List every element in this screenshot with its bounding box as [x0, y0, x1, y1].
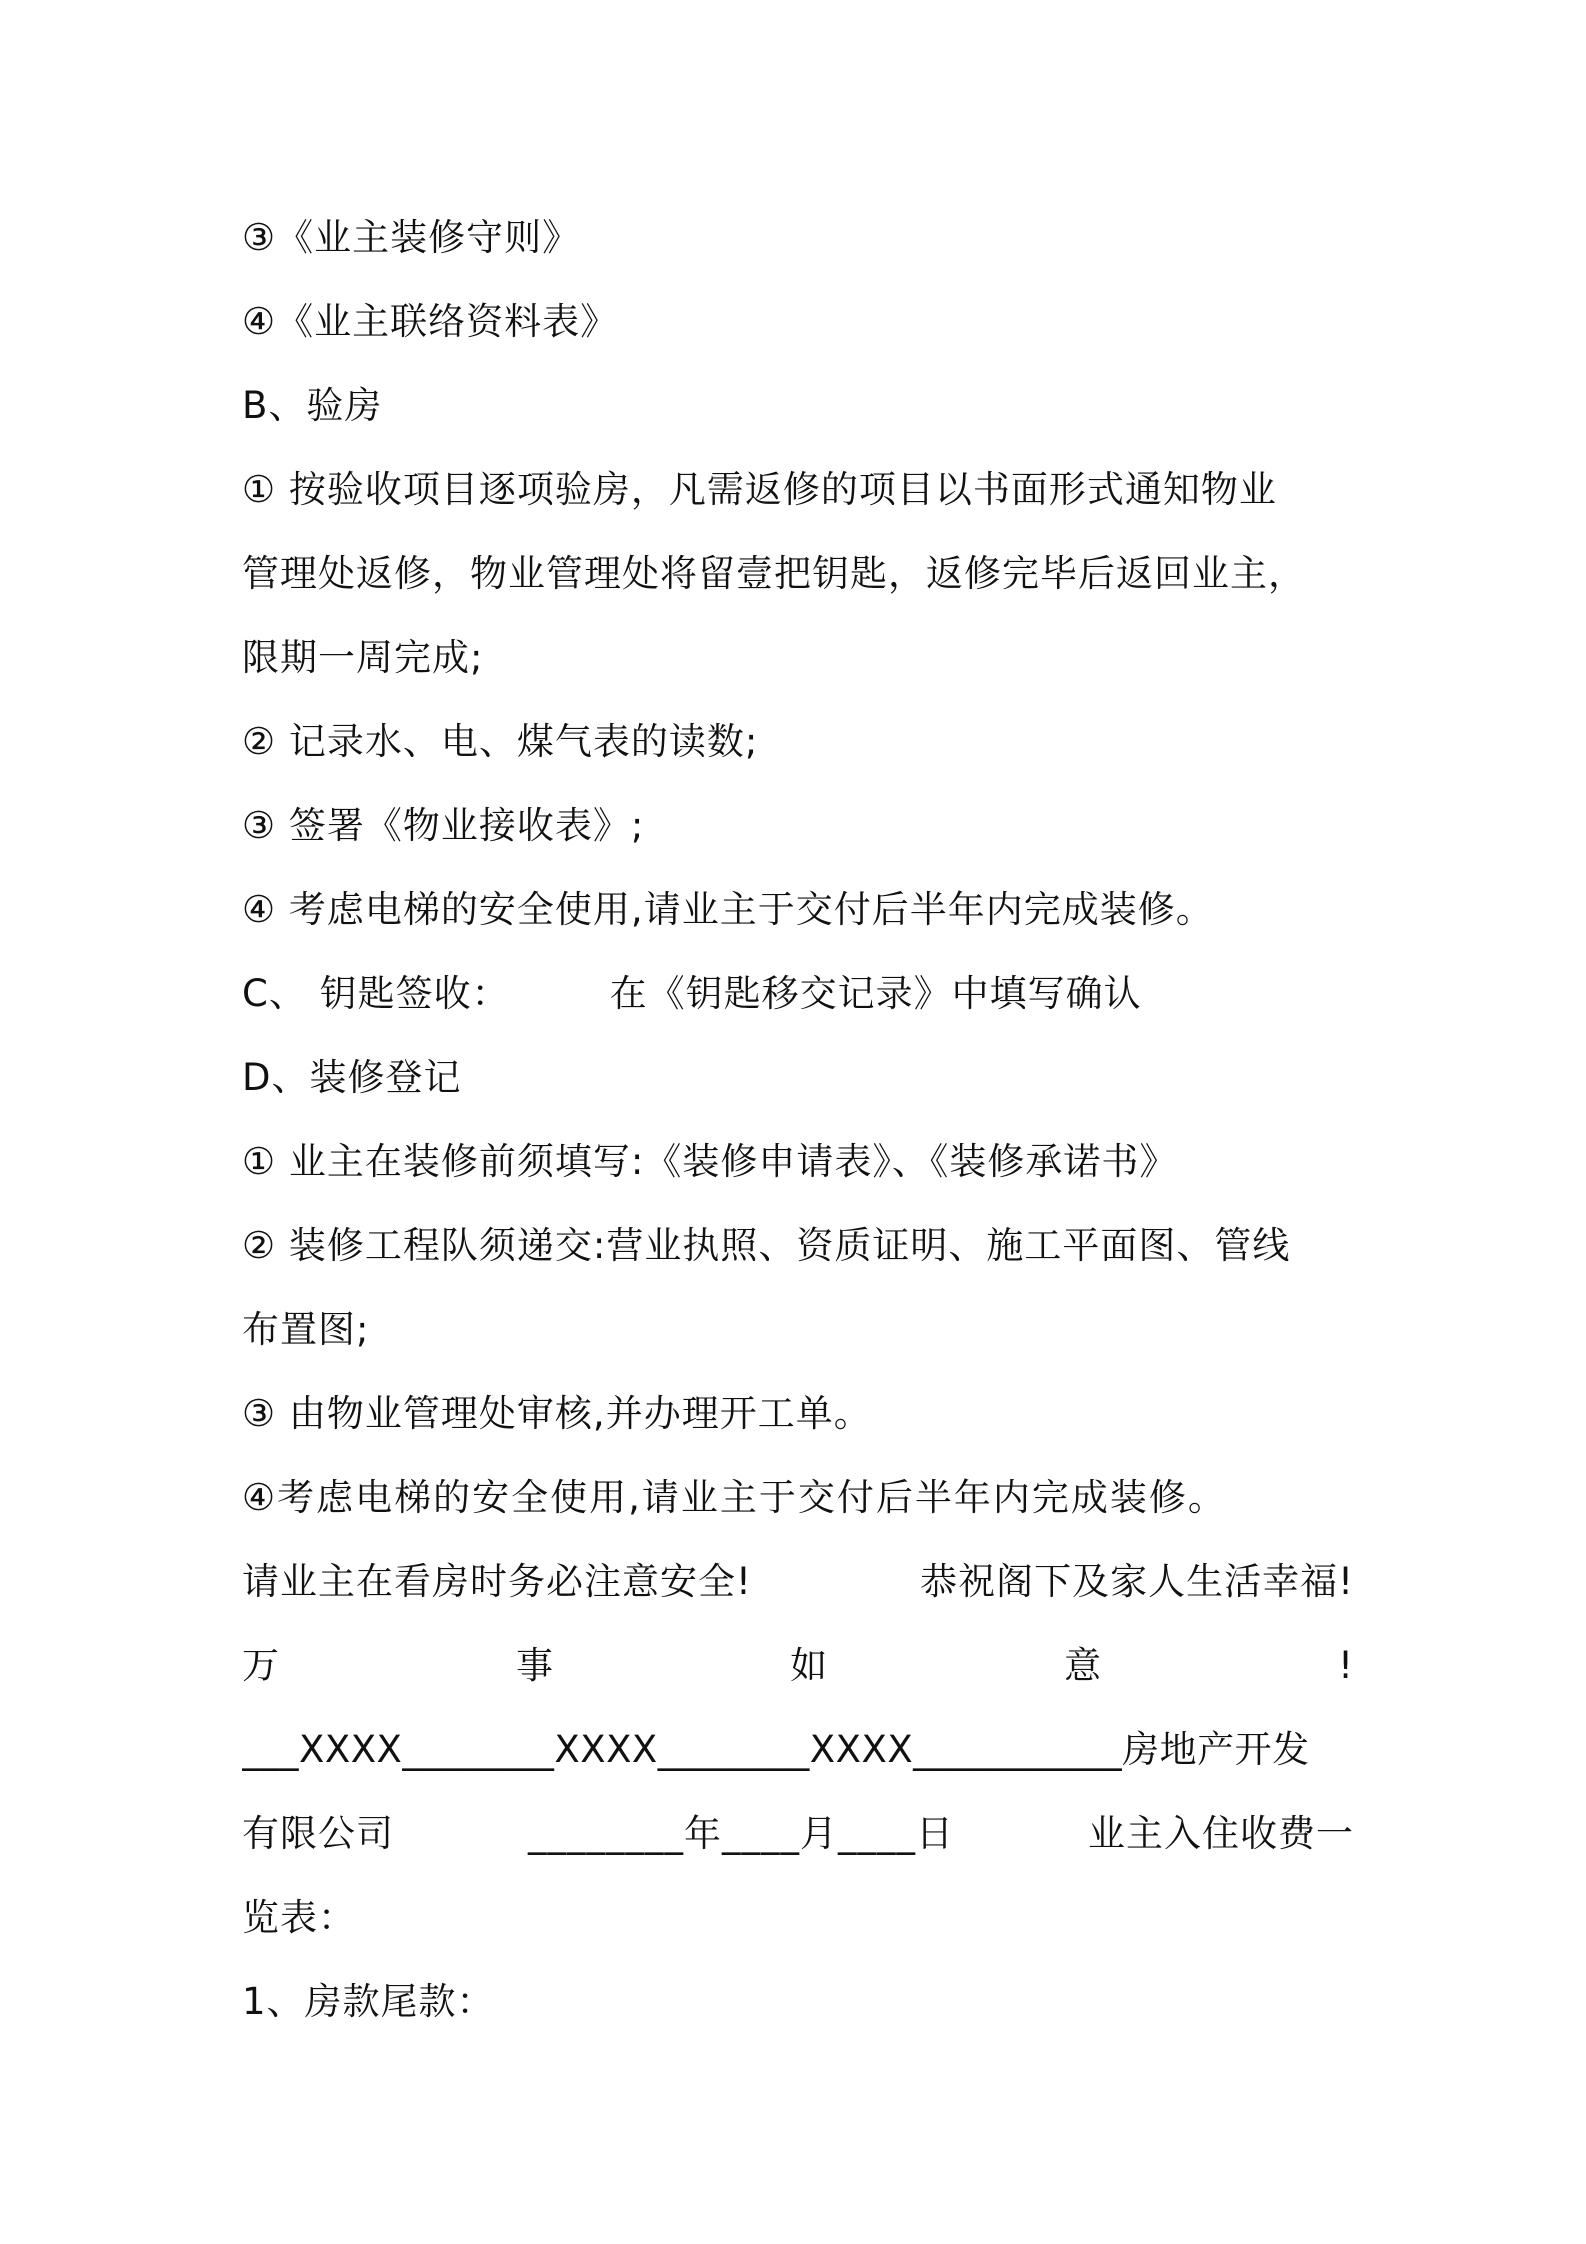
text-line: 布置图; — [242, 1308, 370, 1351]
section-heading: B、验房 — [242, 384, 383, 427]
text-line: ④《业主联络资料表》 — [242, 300, 619, 343]
text-line: 1、房款尾款： — [242, 1980, 495, 2023]
text-line: ③《业主装修守则》 — [242, 216, 581, 259]
blessing-char: 如 — [790, 1644, 829, 1687]
greeting-right: 恭祝阁下及家人生活幸福! — [920, 1560, 1354, 1603]
blessing-char: ! — [1338, 1644, 1354, 1687]
company-line: ___XXXX________XXXX________XXXX___________房地产开发 — [242, 1728, 1310, 1771]
text-line: ① 按验收项目逐项验房，凡需返修的项目以书面形式通知物业 — [242, 468, 1277, 511]
key-signoff-label: C、 钥匙签收： — [242, 972, 510, 1015]
greeting-left: 请业主在看房时务必注意安全! — [242, 1560, 752, 1603]
text-line: 限期一周完成; — [242, 636, 484, 679]
text-line: ② 装修工程队须递交:营业执照、资质证明、施工平面图、管线 — [242, 1224, 1291, 1267]
blessing-char: 万 — [242, 1644, 280, 1687]
key-signoff-text: 在《钥匙移交记录》中填写确认 — [609, 972, 1142, 1015]
company-end: 有限公司 — [242, 1812, 394, 1855]
key-signoff-line — [242, 952, 1354, 1036]
blessing-char: 事 — [516, 1644, 555, 1687]
blessing-line — [242, 1624, 1354, 1708]
fee-title-start: 业主入住收费一 — [1088, 1812, 1354, 1855]
greeting-line — [242, 1540, 1354, 1624]
section-heading: D、装修登记 — [242, 1056, 462, 1099]
blessing-char: 意 — [1064, 1644, 1103, 1687]
document-body — [242, 196, 1354, 2044]
fee-title-end: 览表： — [242, 1896, 356, 1939]
text-line: ③ 由物业管理处审核,并办理开工单。 — [242, 1392, 872, 1435]
text-line: ④ 考虑电梯的安全使用,请业主于交付后半年内完成装修。 — [242, 888, 1214, 931]
text-line: ① 业主在装修前须填写:《装修申请表》、《装修承诺书》 — [242, 1140, 1178, 1183]
text-line: ③ 签署《物业接收表》; — [242, 804, 645, 847]
date-field: ________年____月____日 — [528, 1812, 954, 1855]
text-line: ② 记录水、电、煤气表的读数; — [242, 720, 759, 763]
text-line: ④考虑电梯的安全使用,请业主于交付后半年内完成装修。 — [242, 1476, 1227, 1519]
date-line — [242, 1792, 1354, 1876]
text-line: 管理处返修，物业管理处将留壹把钥匙，返修完毕后返回业主， — [242, 552, 1306, 595]
